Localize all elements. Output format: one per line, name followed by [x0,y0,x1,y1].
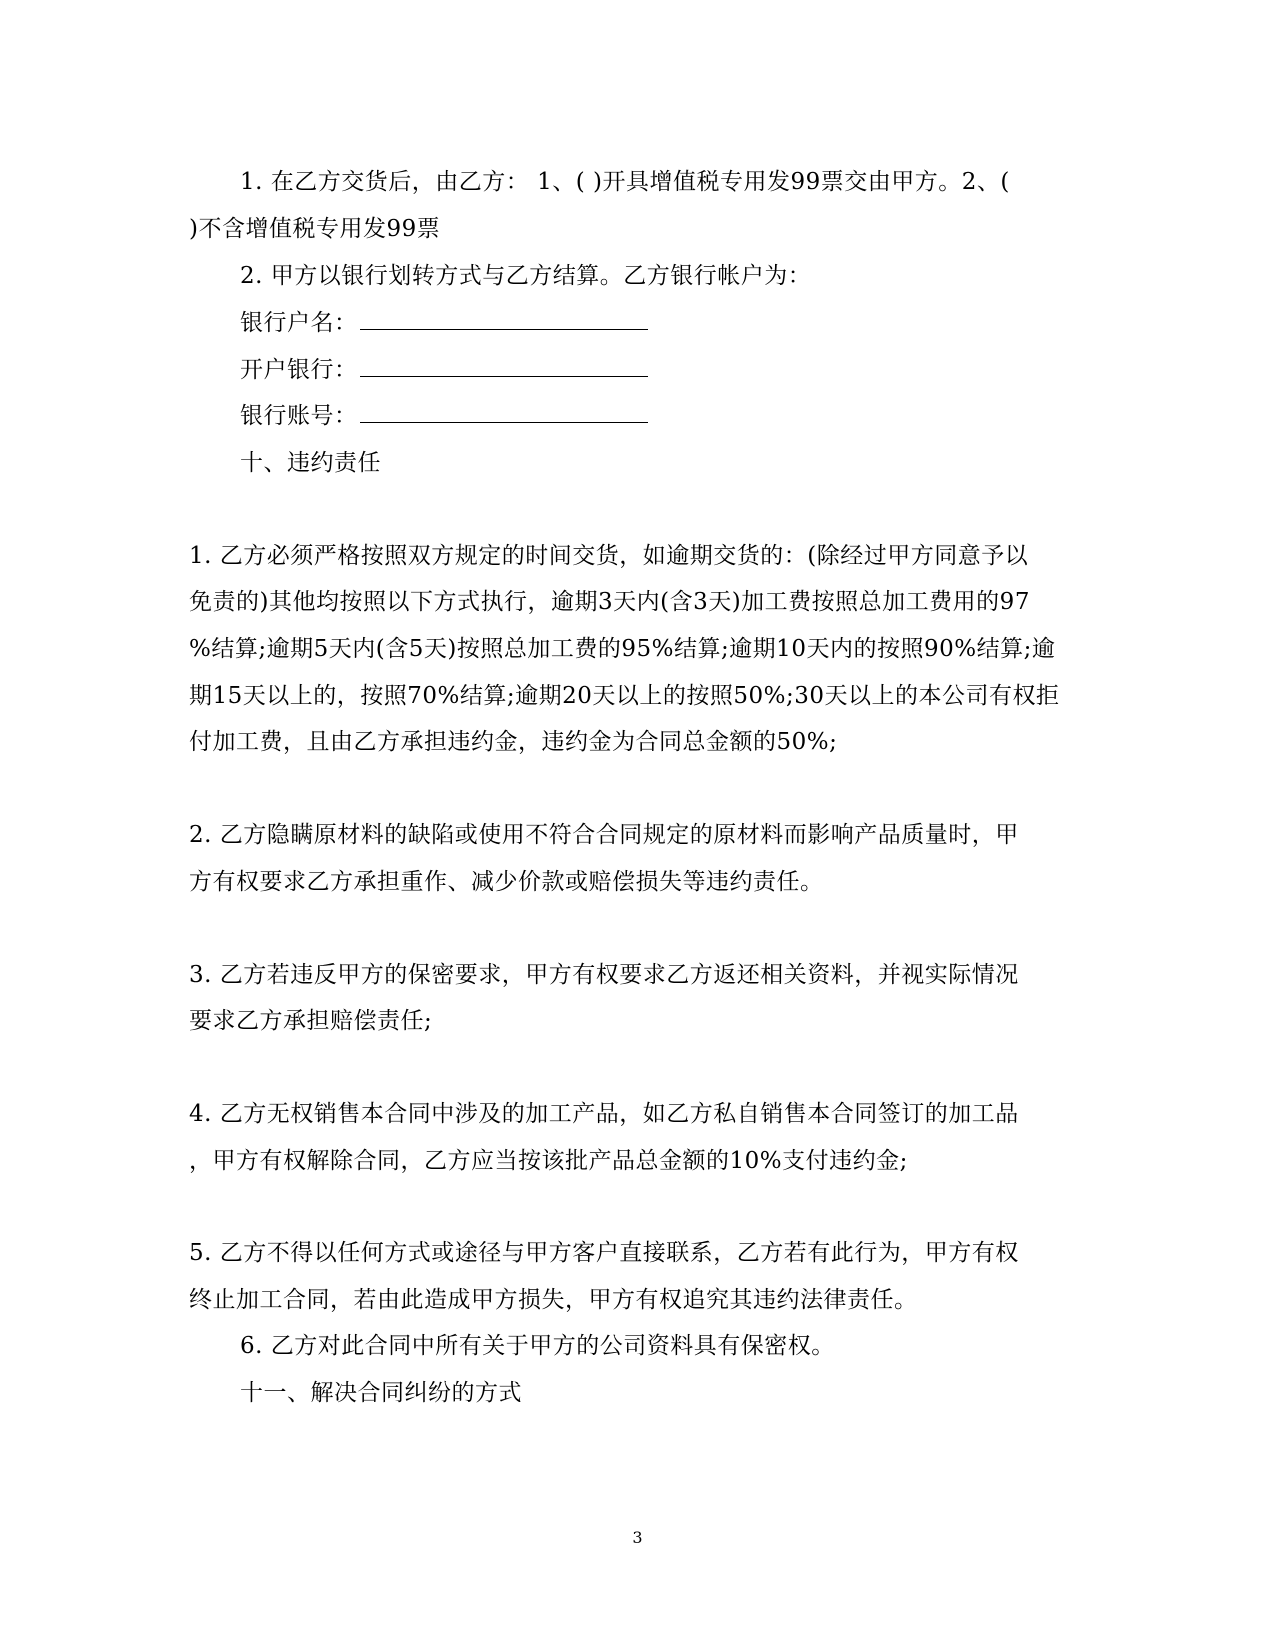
paragraph-line: 5. 乙方不得以任何方式或途径与甲方客户直接联系，乙方若有此行为，甲方有权 [189,1240,1019,1266]
paragraph-line: 4. 乙方无权销售本合同中涉及的加工产品，如乙方私自销售本合同签订的加工品 [189,1101,1019,1127]
paragraph-line: 1. 乙方必须严格按照双方规定的时间交货，如逾期交货的：(除经过甲方同意予以 [189,543,1029,569]
fill-in-blank [360,402,648,423]
paragraph-line: 免责的)其他均按照以下方式执行，逾期3天内(含3天)加工费按照总加工费用的97 [189,589,1030,615]
paragraph-line: %结算;逾期5天内(含5天)按照总加工费的95%结算;逾期10天内的按照90%结算;逾 [189,636,1056,662]
bank-name-field [240,355,648,385]
paragraph-line: )不含增值税专用发99票 [189,216,441,242]
paragraph-line: 期15天以上的，按照70%结算;逾期20天以上的按照50%;30天以上的本公司有权拒 [189,683,1060,709]
paragraph-line: 终止加工合同，若由此造成甲方损失，甲方有权追究其违约法律责任。 [189,1287,918,1313]
bank-account-number-field [240,401,648,431]
field-label: 开户银行： [240,357,358,383]
section-heading: 十一、解决合同纠纷的方式 [240,1380,522,1406]
paragraph-line: 1. 在乙方交货后，由乙方： 1、( )开具增值税专用发99票交由甲方。2、( [240,169,1010,195]
page-number: 3 [632,1528,643,1547]
paragraph-line: 6. 乙方对此合同中所有关于甲方的公司资料具有保密权。 [240,1333,835,1359]
field-label: 银行户名： [240,310,358,336]
paragraph-line: 付加工费，且由乙方承担违约金，违约金为合同总金额的50%; [189,729,838,755]
fill-in-blank [360,309,648,330]
field-label: 银行账号： [240,403,358,429]
paragraph-line: 要求乙方承担赔偿责任; [189,1008,433,1034]
paragraph-line: 3. 乙方若违反甲方的保密要求，甲方有权要求乙方返还相关资料，并视实际情况 [189,962,1019,988]
section-heading: 十、违约责任 [240,450,381,476]
bank-account-name-field [240,308,648,338]
fill-in-blank [360,356,648,377]
paragraph-line: 方有权要求乙方承担重作、减少价款或赔偿损失等违约责任。 [189,869,824,895]
paragraph-line: 2. 乙方隐瞒原材料的缺陷或使用不符合合同规定的原材料而影响产品质量时，甲 [189,822,1019,848]
paragraph-line: 2. 甲方以银行划转方式与乙方结算。乙方银行帐户为： [240,263,812,289]
paragraph-line: ，甲方有权解除合同，乙方应当按该批产品总金额的10%支付违约金; [189,1148,908,1174]
